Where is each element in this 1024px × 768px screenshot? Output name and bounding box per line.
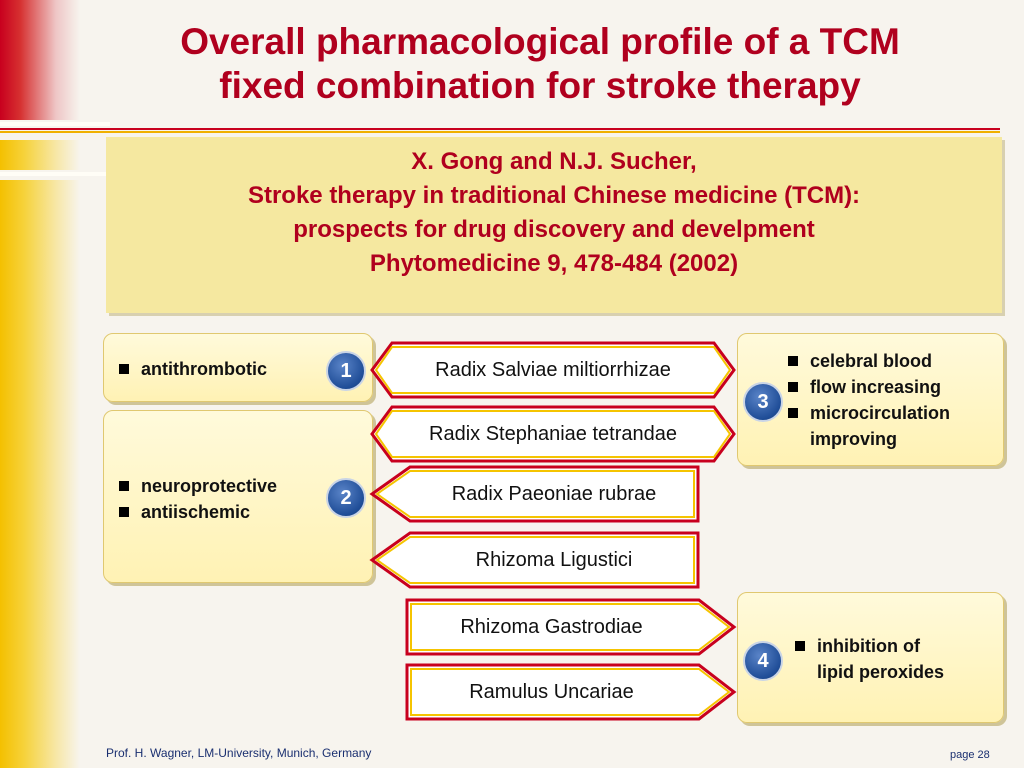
slide-title	[60, 20, 1020, 108]
effect-item: antithrombotic	[119, 356, 267, 382]
footer-author: Prof. H. Wagner, LM-University, Munich, Germany	[106, 746, 372, 760]
effect-item: celebral blood	[788, 348, 950, 374]
reference-line2: prospects for drug discovery and develpment	[293, 216, 815, 243]
effect-item: antiischemic	[119, 499, 277, 525]
slide-title-line1: Overall pharmacological profile of a TCM	[180, 21, 900, 62]
badge-4: 4	[743, 641, 783, 681]
effect-item: microcirculation	[788, 400, 950, 426]
reference-line1: Stroke therapy in traditional Chinese medicine (TCM):	[247, 182, 861, 209]
effect-item: flow increasing	[788, 374, 950, 400]
herb-label-gastrodiae: Rhizoma Gastrodiae	[460, 615, 643, 638]
reference-box	[106, 137, 1002, 313]
effect-item: improving	[810, 429, 898, 449]
effect-list-3	[788, 348, 950, 452]
effect-item: lipid peroxides	[817, 662, 945, 682]
badge-1: 1	[326, 351, 366, 391]
decor-stripe-white	[0, 172, 110, 176]
decor-stripe-white	[0, 122, 110, 126]
reference-line3: Phytomedicine 9, 478-484 (2002)	[369, 250, 739, 277]
badge-2: 2	[326, 478, 366, 518]
slide-title-line2: fixed combination for stroke therapy	[219, 65, 861, 106]
herb-label-stephaniae: Radix Stephaniae tetrandae	[429, 422, 677, 445]
herb-arrow-salviae	[372, 343, 734, 397]
effect-item: inhibition of	[795, 633, 944, 659]
herb-arrow-gastrodiae	[407, 600, 734, 654]
title-rule-red	[0, 128, 1000, 130]
herb-arrow-stephaniae	[372, 407, 734, 461]
herb-label-paeoniae: Radix Paeoniae rubrae	[451, 482, 657, 505]
effect-list-2	[119, 473, 277, 525]
effect-list-4	[795, 633, 944, 685]
badge-3: 3	[743, 382, 783, 422]
effect-item: neuroprotective	[119, 473, 277, 499]
effect-list-1	[119, 356, 267, 382]
title-rule-gold	[0, 131, 1000, 133]
footer-page-number: page 28	[950, 749, 990, 761]
herb-label-ligustici: Rhizoma Ligustici	[475, 548, 633, 571]
reference-authors: X. Gong and N.J. Sucher,	[411, 148, 697, 175]
herb-label-salviae: Radix Salviae miltiorrhizae	[435, 358, 671, 381]
decor-stripe-yellow	[0, 140, 80, 170]
herb-label-uncariae: Ramulus Uncariae	[469, 680, 634, 703]
herb-arrow-uncariae	[407, 665, 734, 719]
herb-arrow-paeoniae	[372, 467, 698, 521]
decor-stripe-yellow	[0, 180, 80, 768]
herb-arrow-ligustici	[372, 533, 698, 587]
